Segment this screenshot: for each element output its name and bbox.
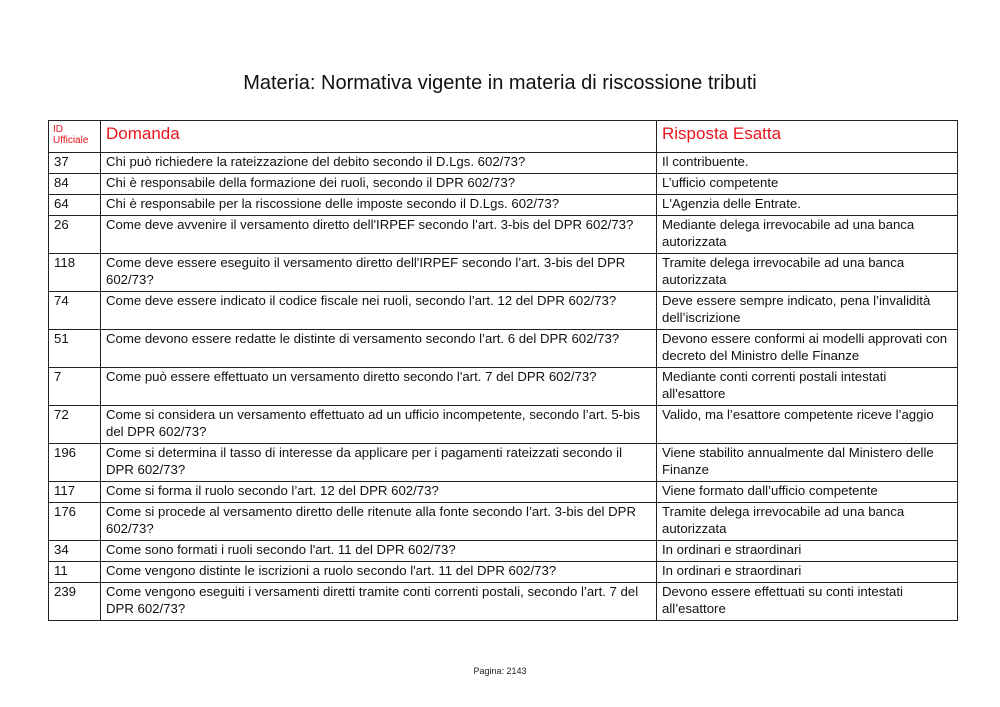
- cell-answer: Devono essere conformi ai modelli approvati con decreto del Ministro delle Finanze: [657, 330, 958, 368]
- table-row: [49, 254, 958, 292]
- table-header-row: [49, 121, 958, 153]
- cell-id: 118: [49, 254, 101, 292]
- cell-id: 51: [49, 330, 101, 368]
- table-row: [49, 153, 958, 174]
- cell-answer: In ordinari e straordinari: [657, 541, 958, 562]
- cell-question: Come deve essere eseguito il versamento diretto dell'IRPEF secondo l’art. 3-bis del DPR 602/73?: [101, 254, 657, 292]
- cell-id: 117: [49, 482, 101, 503]
- cell-id: 26: [49, 216, 101, 254]
- table-row: [49, 292, 958, 330]
- table-row: [49, 482, 958, 503]
- cell-id: 74: [49, 292, 101, 330]
- table-row: [49, 174, 958, 195]
- qa-table: [48, 120, 958, 621]
- cell-answer: Tramite delega irrevocabile ad una banca autorizzata: [657, 503, 958, 541]
- cell-question: Come si forma il ruolo secondo l’art. 12 del DPR 602/73?: [101, 482, 657, 503]
- cell-answer: In ordinari e straordinari: [657, 562, 958, 583]
- cell-answer: Mediante delega irrevocabile ad una banca autorizzata: [657, 216, 958, 254]
- table-row: [49, 330, 958, 368]
- cell-question: Come vengono distinte le iscrizioni a ruolo secondo l'art. 11 del DPR 602/73?: [101, 562, 657, 583]
- header-id: ID Ufficiale: [49, 121, 101, 153]
- cell-id: 239: [49, 583, 101, 621]
- cell-question: Chi può richiedere la rateizzazione del debito secondo il D.Lgs. 602/73?: [101, 153, 657, 174]
- cell-id: 7: [49, 368, 101, 406]
- table-row: [49, 583, 958, 621]
- cell-question: Chi è responsabile della formazione dei ruoli, secondo il DPR 602/73?: [101, 174, 657, 195]
- cell-question: Come deve avvenire il versamento diretto dell'IRPEF secondo l’art. 3-bis del DPR 602/73?: [101, 216, 657, 254]
- cell-answer: L'Agenzia delle Entrate.: [657, 195, 958, 216]
- cell-id: 34: [49, 541, 101, 562]
- cell-id: 64: [49, 195, 101, 216]
- cell-question: Chi è responsabile per la riscossione delle imposte secondo il D.Lgs. 602/73?: [101, 195, 657, 216]
- cell-id: 11: [49, 562, 101, 583]
- cell-question: Come sono formati i ruoli secondo l'art. 11 del DPR 602/73?: [101, 541, 657, 562]
- cell-answer: Viene formato dall’ufficio competente: [657, 482, 958, 503]
- cell-answer: Devono essere effettuati su conti intestati all’esattore: [657, 583, 958, 621]
- cell-question: Come si considera un versamento effettuato ad un ufficio incompetente, secondo l’art. 5-bis del DPR 602/73?: [101, 406, 657, 444]
- cell-answer: Deve essere sempre indicato, pena l’invalidità dell’iscrizione: [657, 292, 958, 330]
- cell-id: 72: [49, 406, 101, 444]
- page-number: Pagina: 2143: [473, 666, 527, 676]
- table-row: [49, 444, 958, 482]
- table-row: [49, 368, 958, 406]
- cell-answer: Tramite delega irrevocabile ad una banca autorizzata: [657, 254, 958, 292]
- cell-question: Come si procede al versamento diretto delle ritenute alla fonte secondo l’art. 3-bis del DPR 602/73?: [101, 503, 657, 541]
- cell-question: Come può essere effettuato un versamento diretto secondo l'art. 7 del DPR 602/73?: [101, 368, 657, 406]
- cell-answer: Il contribuente.: [657, 153, 958, 174]
- cell-answer: Valido, ma l’esattore competente riceve l’aggio: [657, 406, 958, 444]
- table-row: [49, 503, 958, 541]
- table-row: [49, 195, 958, 216]
- cell-id: 37: [49, 153, 101, 174]
- cell-answer: Mediante conti correnti postali intestati all'esattore: [657, 368, 958, 406]
- table-row: [49, 406, 958, 444]
- table-row: [49, 216, 958, 254]
- cell-answer: L’ufficio competente: [657, 174, 958, 195]
- cell-id: 196: [49, 444, 101, 482]
- table-row: [49, 562, 958, 583]
- cell-answer: Viene stabilito annualmente dal Ministero delle Finanze: [657, 444, 958, 482]
- page-title: Materia: Normativa vigente in materia di riscossione tributi: [243, 72, 757, 94]
- cell-question: Come vengono eseguiti i versamenti diretti tramite conti correnti postali, secondo l’art. 7 del DPR 602/73?: [101, 583, 657, 621]
- cell-question: Come deve essere indicato il codice fiscale nei ruoli, secondo l’art. 12 del DPR 602/73?: [101, 292, 657, 330]
- cell-id: 84: [49, 174, 101, 195]
- cell-question: Come devono essere redatte le distinte di versamento secondo l’art. 6 del DPR 602/73?: [101, 330, 657, 368]
- cell-id: 176: [49, 503, 101, 541]
- table-row: [49, 541, 958, 562]
- header-answer: Risposta Esatta: [657, 121, 958, 153]
- cell-question: Come si determina il tasso di interesse da applicare per i pagamenti rateizzati secondo il DPR 602/73?: [101, 444, 657, 482]
- header-question: Domanda: [101, 121, 657, 153]
